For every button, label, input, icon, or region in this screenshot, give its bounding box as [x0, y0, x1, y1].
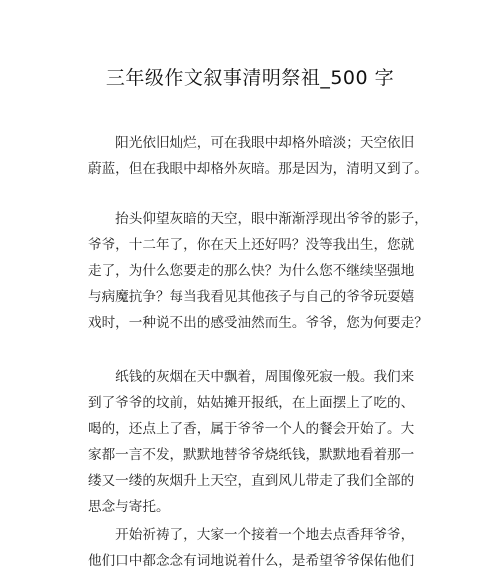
- text-line: 思念与寄托。: [88, 499, 170, 515]
- text-line: 戏时，一种说不出的感受油然而生。爷爷，您为何要走？: [88, 315, 428, 331]
- paragraph-1: [88, 130, 428, 182]
- paragraph-3: [88, 364, 428, 520]
- text-line: 喝的，还点上了香，属于爷爷一个人的餐会开始了。大: [88, 421, 415, 437]
- text-line: 蔚蓝，但在我眼中却格外灰暗。那是因为，清明又到了。: [88, 161, 428, 177]
- text-line: 走了，为什么您要走的那么快？为什么您不继续坚强地: [88, 263, 415, 279]
- paragraph-2: [88, 206, 428, 336]
- text-line: 他们口中都念念有词地说着什么，是希望爷爷保佑他们: [88, 553, 415, 569]
- text-line: 到了爷爷的坟前，姑姑摊开报纸，在上面摆上了吃的、: [88, 395, 415, 411]
- text-line: 缕又一缕的灰烟升上天空，直到风儿带走了我们全部的: [88, 473, 415, 489]
- paragraph-4: [88, 522, 428, 574]
- text-line: 抬头仰望灰暗的天空，眼中渐渐浮现出爷爷的影子，: [88, 211, 428, 227]
- text-line: 纸钱的灰烟在天中飘着，周围像死寂一般。我们来: [88, 369, 415, 385]
- text-line: 爷爷，十二年了，你在天上还好吗？没等我出生，您就: [88, 237, 415, 253]
- document-title: 三年级作文叙事清明祭祖_500 字: [105, 67, 395, 89]
- text-line: 家都一言不发，默默地替爷爷烧纸钱，默默地看着那一: [88, 447, 415, 463]
- text-line: 开始祈祷了，大家一个接着一个地去点香拜爷爷，: [88, 527, 415, 543]
- text-line: 阳光依旧灿烂，可在我眼中却格外暗淡；天空依旧: [88, 135, 415, 151]
- text-line: 与病魔抗争？每当我看见其他孩子与自己的爷爷玩耍嬉: [88, 289, 415, 305]
